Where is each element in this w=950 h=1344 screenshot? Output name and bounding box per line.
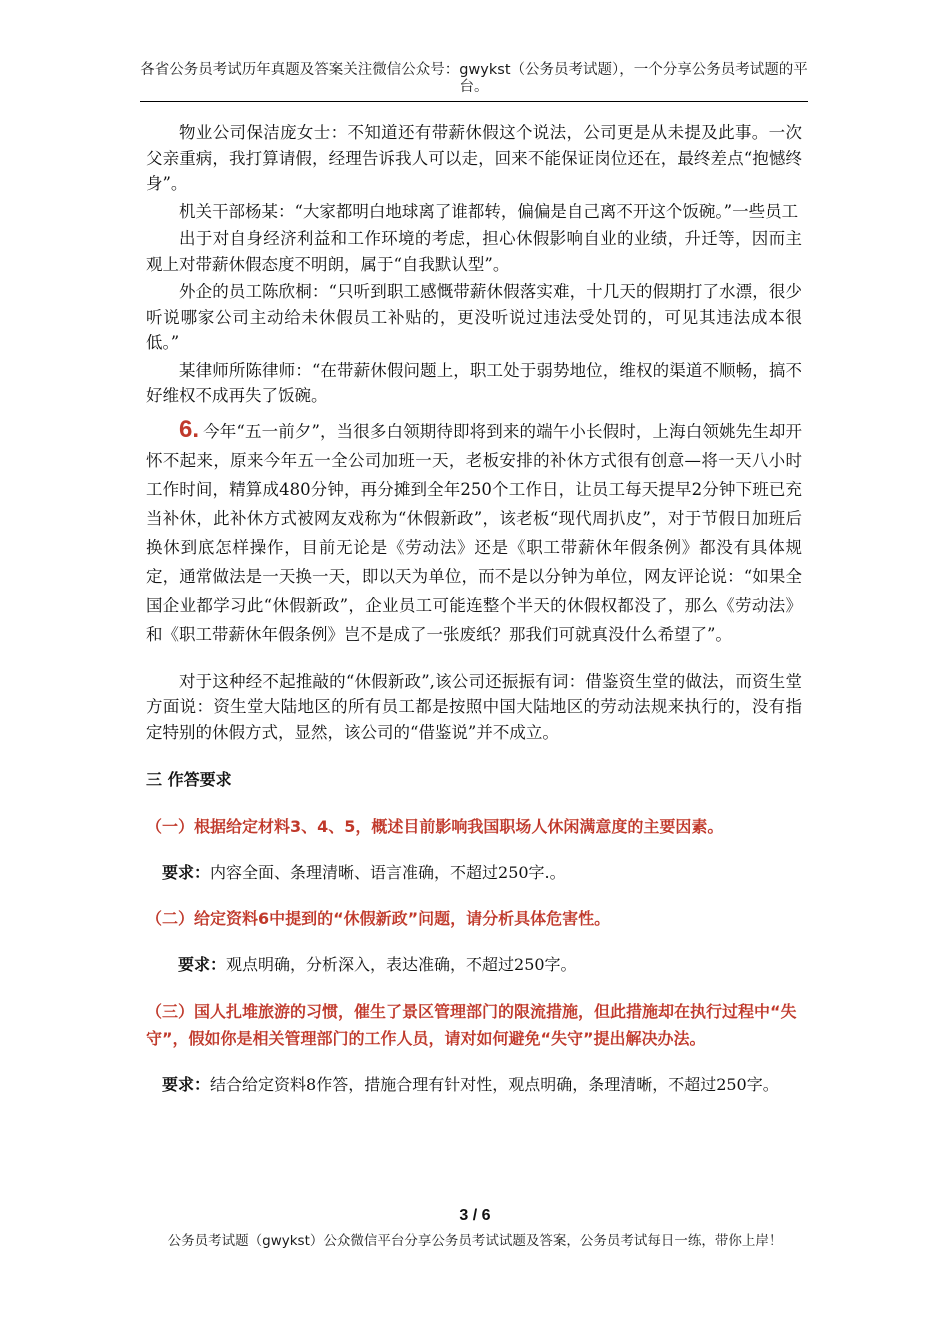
requirement-label: 要求： — [178, 955, 227, 974]
requirement-text: 结合给定资料8作答，措施合理有针对性，观点明确，条理清晰，不超过250字。 — [210, 1074, 779, 1094]
requirement-text: 内容全面、条理清晰、语言准确，不超过250字.。 — [210, 862, 566, 882]
page-header: 各省公务员考试历年真题及答案关注微信公众号：gwykst（公务员考试题），一个分享公务员考试题的平台。 — [140, 62, 808, 95]
page-footer: 公务员考试题（gwykst）公众微信平台分享公务员考试试题及答案，公务员考试每日一练，带你上岸！ — [167, 1233, 783, 1249]
question-2: （二）给定资料6中提到的“休假新政”问题，请分析具体危害性。 — [146, 909, 611, 928]
document-body — [146, 120, 802, 1097]
requirement-3 — [146, 1072, 802, 1098]
question-1: （一）根据给定材料3、4、5，概述目前影响我国职场人休闲满意度的主要因素。 — [146, 816, 724, 836]
page-number: 3 / 6 — [459, 1207, 491, 1224]
paragraph: 某律师所陈律师：“在带薪休假问题上，职工处于弱势地位，维权的渠道不顺畅，搞不好维权不成再失了饭碗。 — [146, 360, 802, 405]
requirement-label: 要求： — [162, 862, 211, 882]
paragraph: 机关干部杨某：“大家都明白地球离了谁都转，偏偏是自己离不开这个饭碗。”一些员工 — [179, 201, 799, 221]
material-6-followup: 对于这种经不起推敲的“休假新政”,该公司还振振有词：借鉴资生堂的做法，而资生堂方面说：资生堂大陆地区的所有员工都是按照中国大陆地区的劳动法规来执行的，没有指定特别的休假方式，显然，该公司的“借鉴说”并不成立。 — [146, 671, 802, 742]
paragraph: 出于对自身经济利益和工作环境的考虑，担心休假影响自业的业绩，升迁等，因而主观上对带薪休假态度不明朗，属于“自我默认型”。 — [146, 229, 802, 274]
requirement-text: 观点明确，分析深入，表达准确，不超过250字。 — [226, 955, 577, 974]
material-number: 6. — [179, 415, 200, 443]
material-6-text: 今年“五一前夕”，当很多白领期待即将到来的端午小长假时，上海白领姚先生却开怀不起来，原来今年五一全公司加班一天，老板安排的补休方式很有创意—将一天八小时工作时间，精算成480分钟，再分摊到全年250个工作日，让员工每天提早2分钟下班已充当补休，此补休方式被网友戏称为“休假新政”，该老板“现代周扒皮”，对于节假日加班后换休到底怎样操作，目前无论是《劳动法》还是《职工带薪休年假条例》都没有具体规定，通常做法是一天换一天，即以天为单位，而不是以分钟为单位，网友评论说：“如果全国企业都学习此“休假新政”，企业员工可能连整个半天的休假权都没了，那么《劳动法》和《职工带薪休年假条例》岂不是成了一张废纸？那我们可就真没什么希望了”。 — [146, 421, 802, 644]
requirement-2 — [146, 952, 802, 978]
section-title: 三 作答要求 — [146, 770, 232, 789]
requirement-label: 要求： — [162, 1074, 211, 1094]
requirement-1 — [146, 860, 802, 886]
question-3: （三）国人扎堆旅游的习惯，催生了景区管理部门的限流措施，但此措施却在执行过程中“失守”，假如你是相关管理部门的工作人员，请对如何避免“失守”提出解决办法。 — [146, 1001, 797, 1048]
paragraph: 外企的员工陈欣桐：“只听到职工感慨带薪休假落实难，十几天的假期打了水漂，很少听说哪家公司主动给未休假员工补贴的，更没听说过违法受处罚的，可见其违法成本很低。” — [146, 282, 802, 352]
material-6-paragraph — [146, 415, 802, 649]
header-divider — [140, 101, 808, 102]
paragraph: 物业公司保洁庞女士：不知道还有带薪休假这个说法，公司更是从未提及此事。一次父亲重病，我打算请假，经理告诉我人可以走，回来不能保证岗位还在，最终差点“抱憾终身”。 — [146, 123, 802, 193]
